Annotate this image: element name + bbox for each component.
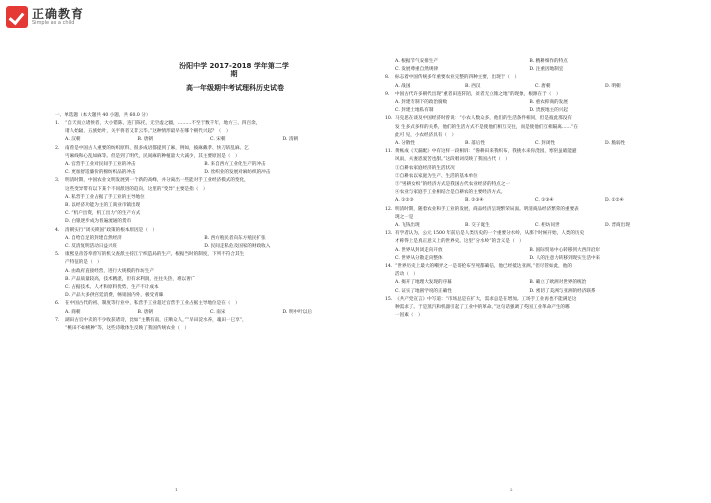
answer-option: B. 西方殖民者向东方殖民扩张 bbox=[204, 235, 266, 241]
answer-option: D. 产品大多供宫廷消费，畅销国内外，极受青睐 bbox=[65, 293, 164, 299]
answer-option: A. 商朝 bbox=[65, 309, 81, 315]
brand-name: 正确教育 bbox=[32, 7, 85, 21]
answer-options bbox=[385, 222, 675, 230]
answer-option: ③“男耕女织”的经济方式是我国古代农业经济的特点之一 bbox=[395, 182, 510, 188]
answer-option: D. 晋商出现 bbox=[605, 223, 630, 229]
answer-option: A. 由政府直接经营，进行大规模的作坊生产 bbox=[65, 268, 154, 274]
question-text: 风雨，夫妻恩爱苦也甜。”这段唱词反映了我国古代（ ） bbox=[395, 157, 510, 163]
question-text: 6. 在中国古代的初、制度等行业中，私营手工业超过官营手工业占据主导地位是在（ ） bbox=[55, 300, 355, 308]
answer-option: B. 产品质量较高，技术精湛，但有求利润，往往失热，难以奢广 bbox=[65, 276, 196, 282]
right-question-list bbox=[385, 58, 675, 321]
question bbox=[55, 251, 355, 300]
answer-option: C. “机户出资，机工出力”的生产方式 bbox=[65, 211, 141, 217]
answer-option: A. 官营手工业对民间手工业的冲击 bbox=[65, 162, 136, 168]
question-text: 丐麻线和心乱如麻等。但是到了明代，民间麻的种植量大大减少，其主要原因是（ ） bbox=[65, 153, 240, 159]
answer-option: B. 落后性 bbox=[465, 141, 486, 147]
question-number: 15. bbox=[385, 296, 393, 302]
question bbox=[385, 263, 675, 296]
answer-option: D. 清朝 bbox=[282, 137, 299, 143]
question-text: 15. 《共产党宣言》中写道：“市场总是在扩大，需求总是在增加。工场手工业再也不能满足这 bbox=[385, 296, 675, 304]
answer-option: D. 白银逐步成为普遍流通的货币 bbox=[65, 219, 132, 225]
answer-option: D. 明中叶以后 bbox=[282, 309, 312, 315]
question-number: 1. bbox=[55, 121, 60, 126]
answer-option: D. 明朝 bbox=[605, 83, 621, 89]
answer-option: D. 注重因地制宜 bbox=[529, 67, 564, 73]
answer-options bbox=[55, 136, 355, 144]
question-text: “桃田不如桃种”等，这些诗歌体生反映了我国传统农业（ ） bbox=[65, 326, 190, 332]
answer-option: B. 以经济功能为主的工商业市镇出现 bbox=[65, 203, 141, 209]
answer-option: B. 精耕细作的特点 bbox=[529, 59, 568, 64]
answer-option: B. 交子诞生 bbox=[465, 223, 490, 229]
question-text: 8. 标志着中国传统多年重要农业完整的四种主要，出现于（ ） bbox=[385, 74, 675, 82]
answer-options bbox=[385, 197, 675, 205]
answer-option: A. 战国 bbox=[395, 83, 411, 89]
checkmark-logo-icon bbox=[6, 6, 28, 28]
answer-option: B. 唐朝 bbox=[137, 137, 153, 143]
page-number-left: 1 bbox=[175, 486, 178, 492]
question-number: 5. bbox=[55, 252, 60, 258]
answer-options bbox=[55, 235, 355, 251]
question bbox=[55, 227, 355, 252]
answer-option: C. 唐朝 bbox=[535, 83, 551, 89]
question-number: 13. bbox=[385, 231, 393, 237]
question-number: 6. bbox=[55, 301, 60, 307]
answer-option: B. 唐朝 bbox=[137, 309, 153, 315]
answer-option: C. ①③④ bbox=[535, 198, 554, 204]
question-text: 这些变异带有以下某个不同派进的趋向，这里的“变异”主要是指（ ） bbox=[65, 186, 208, 192]
answer-option: C. 宋朝 bbox=[210, 137, 226, 143]
question-text: 3. 明清时期，中国农业文明发展到一个新的高峰，并分离出一些能对手工业经济模式的变化， bbox=[55, 177, 355, 185]
question-text: 5. 康熙皇帝答奉曾写的机父查派主持江宁织造局的生产。根据当时的制度，下列不符合其生 bbox=[55, 251, 355, 259]
answer-option: A. 根据节气安排生产 bbox=[395, 59, 438, 64]
answer-option: ②自耕农以家庭为生产、生活的基本单位 bbox=[395, 173, 478, 179]
question-text: 7. 湖田古官中卖的不少收获诸诗，比如“主俄有南，庄顺众人，”“早田淀水养，魂田一巳享”， bbox=[55, 317, 355, 325]
question-text: 14. “世界历史上最大的嘲弄之一是哥伦布至死都确信，他已经抵达亚洲。”但尽管如此，他的 bbox=[385, 263, 675, 271]
answer-options bbox=[55, 309, 355, 317]
question-text: 11. 黄帐成《天漏配》中有这样一段相诉：“鲁耕田来我织布，我挑水来你浇园，寒窑虽破能避 bbox=[385, 148, 675, 156]
question-text: 产特征的是（ ） bbox=[65, 260, 102, 266]
answer-option: C. 更加舒适廉价的棉纺织品的冲击 bbox=[65, 170, 136, 176]
answer-option: B. 来自西方工业化生产的冲击 bbox=[204, 162, 266, 168]
left-question-list bbox=[55, 120, 355, 333]
question-text: 活动（ ） bbox=[395, 272, 418, 278]
answer-options bbox=[385, 83, 675, 91]
answer-option: ④农业与家庭手工业相结合是自耕农的主要经济方式。 bbox=[395, 190, 506, 196]
answer-option: B. 国际贸易中心转移到大西洋沿岸 bbox=[529, 247, 601, 253]
question bbox=[385, 58, 675, 74]
question-text: 诸人始辐，五族始叶，关平将者又非云毕。”这种情形最早在哪个朝代兴起？（ ） bbox=[65, 129, 231, 135]
answer-option: A. 飞钱出现 bbox=[395, 223, 420, 229]
question bbox=[385, 74, 675, 90]
question-number: 7. bbox=[55, 317, 60, 323]
answer-option: A. 汉朝 bbox=[65, 137, 81, 143]
question-text: 13. 有学者认为，公元 1500 年前后是人类历史的一个重要分水岭，从那个时候开始，人类的历史 bbox=[385, 230, 675, 238]
question-number: 11. bbox=[385, 149, 393, 155]
answer-option: C. 封闭性 bbox=[535, 141, 556, 147]
question-text: 2. 南曾是中国古人重要的纺织原料，很多成语都提到了麻，例如，披麻戴孝、快刀斩乱麻、乞 bbox=[55, 145, 355, 153]
answer-option: C. 占据技术、人才和原料优势，生产不计成本 bbox=[65, 285, 159, 291]
right-page bbox=[385, 0, 675, 503]
question-text: 一因素（ ） bbox=[395, 313, 423, 319]
question-number: 3. bbox=[55, 178, 60, 184]
answer-option: C. 证实了地圆学说的正确性 bbox=[395, 288, 452, 294]
answer-option: A. 自给自足的封建自然经济 bbox=[65, 235, 122, 241]
question-number: 9. bbox=[385, 91, 390, 97]
question-number: 14. bbox=[385, 264, 393, 270]
question-text: 9. 中国古代许多朝代出现“重者田连阡陌，贫者无立锥之地”的现象，根源在于（ ） bbox=[385, 91, 675, 99]
question-number: 12. bbox=[385, 206, 393, 212]
answer-option: C. 反清复明活动日益兴旺 bbox=[65, 244, 118, 250]
question bbox=[55, 120, 355, 145]
question-text: 种需求了。于是蒸汽和机器引起了工业中的革命。”这句话强调了英国工业革命产生的哪 bbox=[395, 305, 570, 311]
section-heading: 一、单选题（本大题共 40 小题，共 60.0 分） bbox=[55, 113, 151, 118]
question-text: 10. 马克思在谈及中国经济时曾说：“小农人数众多，他们的生活条件相同，但是彼此那没有 bbox=[385, 115, 675, 123]
answer-option: C. 发展尊重自然规律 bbox=[395, 67, 439, 73]
question-text: 此可 见，小农经济具有（ ） bbox=[395, 132, 457, 138]
answer-option: D. 民间走私危及国家的财政收入 bbox=[204, 244, 271, 250]
page-number-right: 2 bbox=[510, 486, 513, 492]
answer-option: D. 人的注意力转移到现实生活中来 bbox=[529, 255, 601, 261]
answer-options bbox=[55, 161, 355, 177]
question bbox=[385, 296, 675, 321]
question bbox=[385, 91, 675, 116]
answer-option: B. 确立了欧洲对世界的统治 bbox=[529, 280, 587, 286]
answer-option: C. 世界从分散走向整体 bbox=[395, 255, 443, 261]
question bbox=[55, 177, 355, 226]
question bbox=[55, 317, 355, 333]
exam-title-line2: 高一年级期中考试理科历史试卷 bbox=[186, 84, 284, 92]
question-text: 发 生多式多样的关系，他们的生活方式不是使他们相互交往，而是使他们互相隔离……”在 bbox=[395, 124, 578, 130]
question-text: 1. “自天而立诸侯者，大小错陈，连门陈托，无空虚之疆，………不至于数千年，地方三、四百余， bbox=[55, 120, 355, 128]
answer-option: D. 丝织业的发展对麻纺织的冲击 bbox=[204, 170, 271, 176]
left-page bbox=[55, 0, 355, 503]
answer-options bbox=[385, 58, 675, 74]
question-number: 2. bbox=[55, 145, 60, 151]
question bbox=[385, 148, 675, 205]
answer-option: D. 密切了美洲与亚洲的经济联系 bbox=[529, 288, 596, 294]
question bbox=[385, 206, 675, 231]
answer-options bbox=[385, 140, 675, 148]
answer-option: A. 世界从封闭走向开放 bbox=[395, 247, 443, 253]
question-text: 现之一是 bbox=[395, 214, 414, 220]
question-number: 4. bbox=[55, 227, 60, 233]
answer-option: D. 脆弱性 bbox=[605, 141, 626, 147]
answer-options bbox=[385, 279, 675, 295]
answer-option: B. 西汉 bbox=[465, 83, 481, 89]
answer-option: A. 分散性 bbox=[395, 141, 416, 147]
question bbox=[55, 145, 355, 178]
answer-option: D. ①②④ bbox=[605, 198, 624, 204]
brand-slogan: Simple as a child bbox=[32, 20, 75, 26]
question-number: 10. bbox=[385, 116, 393, 122]
answer-option: D. 贵族地主的兴起 bbox=[529, 108, 568, 114]
answer-options bbox=[385, 99, 675, 115]
question bbox=[385, 115, 675, 148]
answer-option: C. 封建土地私有制 bbox=[395, 108, 434, 114]
exam-title-line1: 汾阳中学 2017-2018 学年第二学期 bbox=[179, 62, 289, 79]
answer-option: A. ①②③ bbox=[395, 198, 414, 204]
answer-option: A. 私营手工业占据了手工业的主导地位 bbox=[65, 194, 145, 200]
answer-option: A. 封建专制下的政治腐败 bbox=[395, 100, 448, 106]
question-number: 8. bbox=[385, 75, 390, 81]
question-text: 12. 明清时期，随着农业和手工业的发展，商品经济呈现繁荣局面。明清商品经济繁荣的重要表 bbox=[385, 206, 675, 214]
answer-option: B. 重农抑商的发展 bbox=[529, 100, 568, 106]
question bbox=[55, 300, 355, 316]
answer-option: C. 南宋 bbox=[210, 309, 226, 315]
answer-option: C. 柜坊问世 bbox=[535, 223, 560, 229]
answer-options bbox=[385, 247, 675, 263]
answer-option: A. 揭开了地理大发现的序幕 bbox=[395, 280, 452, 286]
answer-option: B. ②③④ bbox=[465, 198, 484, 204]
answer-option: ①自耕农家庭经济的生活状况 bbox=[395, 165, 455, 171]
question-text: 才称得上是真正意义上的世界史。这里“分水岭”的含义是（ ） bbox=[395, 239, 524, 245]
question bbox=[385, 230, 675, 263]
question-text: 4. 清朝实行“闭关锁国”政策的根本原因是（ ） bbox=[55, 227, 355, 235]
